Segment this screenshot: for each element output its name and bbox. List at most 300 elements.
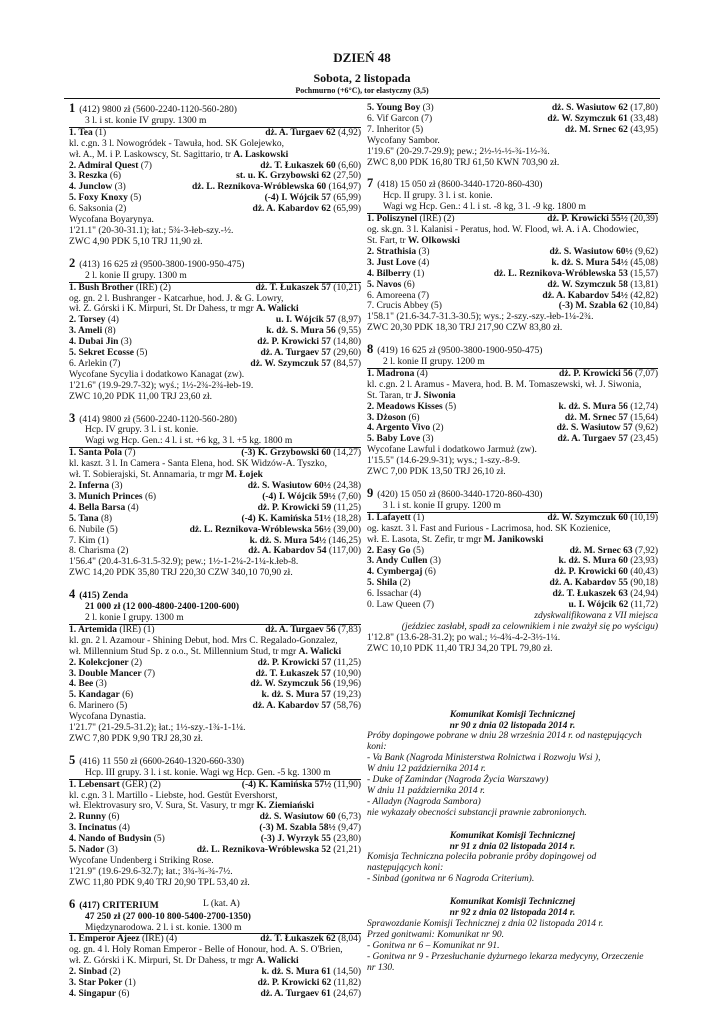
- horse-name: 2. Sinbad: [69, 967, 108, 978]
- odds: (39,00): [330, 524, 361, 535]
- odds: (43,95): [627, 124, 658, 135]
- race-footer: 1'56.4" (20.4-31.6-31.5-32.9); pew.; 1½-1-2¼-2-1¼-k.łeb-8.: [69, 557, 299, 568]
- horse-row: [367, 291, 658, 302]
- horse-entry: [367, 269, 424, 280]
- horse-entry: [367, 434, 434, 445]
- winner-row: [367, 513, 658, 524]
- jockey-name: dż. A. Kabardov 54: [248, 546, 327, 557]
- jockey-entry: [259, 823, 361, 834]
- jockey-name: u. I. Wójcik 62: [568, 600, 629, 611]
- horse-row: [367, 589, 658, 600]
- horse-name: 5. Baby Love: [367, 434, 421, 445]
- jockey-name: dż. L. Reznikova-Wróblewska 53: [493, 268, 628, 279]
- horse-name: 3. Ameli: [69, 326, 103, 337]
- horse-row: [367, 413, 658, 424]
- race-footer: 1'21.1" (20-30-31.1); łat.; 5¾-3-łeb-szy.-½.: [69, 225, 234, 236]
- horse-name: 4. Singapur: [69, 988, 116, 999]
- horse-draw: (7): [418, 113, 433, 124]
- horse-name: 4. Bella Barsa: [69, 502, 126, 513]
- horse-draw: (5): [104, 524, 118, 535]
- jockey-name: st. u. K. Grzybowski 62: [236, 171, 331, 182]
- horse-entry: [367, 413, 420, 424]
- race-footer: 1'21.6" (19.9-29.7-32); wyś.; 1½-2¾-2¾-łeb-19.: [69, 380, 254, 391]
- odds: (11,82): [331, 978, 361, 989]
- horse-draw: (4): [407, 589, 422, 600]
- horse-draw: (2): [112, 204, 127, 215]
- horse-draw: (4): [105, 315, 119, 326]
- jockey-entry: [557, 434, 658, 445]
- horse-draw: (6): [142, 491, 157, 502]
- horse-row: [367, 247, 658, 258]
- race-footer: Wycofane Undenberg i Striking Rose.: [69, 856, 214, 866]
- trainer-name: A. Walicki: [256, 956, 299, 967]
- horse-draw: (6): [401, 279, 415, 290]
- horse-name: 1. Poliszynel: [367, 214, 418, 225]
- horse-row: [69, 182, 361, 193]
- winner-row: [367, 369, 658, 380]
- horse-row: [69, 348, 361, 359]
- horse-entry: [367, 214, 455, 225]
- race-footer: ZWC 10,20 PDK 11,00 TRJ 23,60 zł.: [69, 391, 213, 402]
- horse-entry: [69, 780, 161, 791]
- jockey-entry: [559, 402, 659, 413]
- horse-entry: [69, 448, 136, 459]
- jockey-name: dż. W. Szymczuk 58: [547, 279, 628, 290]
- trainer-name: J. Siwonia: [413, 390, 456, 401]
- horse-row: [69, 193, 361, 204]
- odds: (7,07): [632, 368, 658, 379]
- horse-row: [69, 967, 361, 978]
- jockey-entry: [276, 315, 361, 326]
- jockey-name: dż. A. Turgaev 57: [260, 348, 331, 359]
- jockey-name: (-3) K. Grzybowski 60: [241, 448, 331, 459]
- horse-name: 1. Tea: [69, 127, 93, 138]
- odds: (23,80): [330, 834, 361, 845]
- winner-row: [367, 214, 658, 225]
- horse-draw: (2): [430, 423, 444, 434]
- horse-row: [367, 301, 658, 312]
- odds: (10,21): [330, 282, 361, 293]
- odds: (23,93): [627, 556, 658, 567]
- day-title: DZIEŃ 48: [333, 50, 391, 65]
- horse-name: 8. Charisma: [69, 546, 115, 557]
- horse-draw: (2): [397, 578, 411, 589]
- horse-entry: [367, 567, 436, 578]
- horse-name: 6. Issachar: [367, 589, 408, 600]
- horse-draw: (3): [104, 845, 118, 856]
- race-prize: (412) 9800 zł (5600-2240-1120-560-280): [79, 105, 237, 115]
- race-block: [69, 103, 361, 248]
- odds: (11,72): [628, 600, 658, 611]
- jockey-entry: [190, 525, 361, 536]
- notice-title: Komunikat Komisji Technicznej: [449, 709, 576, 720]
- horse-entry: [69, 283, 171, 294]
- horse-draw: (6): [107, 171, 121, 182]
- horse-entry: [367, 546, 424, 557]
- horse-entry: [69, 967, 120, 978]
- horse-entry: [69, 503, 139, 514]
- breeding-info: St. Taran, tr J. Siwonia: [367, 390, 456, 401]
- odds: (29,60): [330, 348, 361, 359]
- horse-entry: [367, 103, 434, 114]
- jockey-name: dż. A. Kabardov 57: [252, 701, 331, 712]
- jockey-name: dż. L. Reznikova-Wróblewska 60: [192, 182, 327, 193]
- horse-row: [367, 556, 658, 567]
- horse-entry: [367, 600, 434, 611]
- odds: (40,43): [627, 567, 658, 578]
- jockey-name: dż. T. Łukaszek 62: [260, 934, 336, 945]
- horse-entry: [69, 315, 119, 326]
- jockey-entry: [559, 369, 658, 380]
- horse-row: [69, 525, 361, 536]
- horse-draw: (6): [422, 567, 436, 578]
- race-header: [69, 103, 361, 116]
- race-footer: 1'21.7" (21-29.5-31.2); łat.; 1½-szy.-1¾-1-1¼.: [69, 723, 246, 734]
- horse-row: [367, 423, 658, 434]
- horse-name: 4. Junclow: [69, 182, 113, 193]
- jockey-entry: [265, 625, 361, 636]
- jockey-name: dż. L. Reznikova-Wróblewska 56½: [189, 524, 331, 535]
- jockey-entry: [248, 481, 361, 492]
- race-number: 7: [367, 176, 374, 191]
- horse-draw: (GER) (2): [119, 779, 161, 790]
- notice-line: - Alladyn (Nagroda Sambora): [367, 796, 481, 807]
- odds: (11,90): [331, 779, 361, 790]
- horse-row: [69, 823, 361, 834]
- horse-row: [69, 359, 361, 370]
- jockey-name: (-4) K. Kamińska 51½: [241, 513, 331, 524]
- commission-notices: [367, 710, 658, 974]
- jockey-name: (-4) K. Kamińska 57½: [241, 779, 332, 790]
- horse-entry: [69, 690, 133, 701]
- odds: (13,81): [627, 279, 658, 290]
- horse-name: 4. Bilberry: [367, 268, 411, 279]
- horse-draw: (4): [415, 257, 430, 268]
- horse-row: [69, 514, 361, 525]
- horse-entry: [367, 578, 411, 589]
- race-prize: (420) 15 050 zł (8600-3440-1720-860-430): [377, 490, 543, 500]
- jockey-name: dż. M. Srnec 63: [569, 545, 633, 556]
- race-block: [69, 896, 361, 1000]
- horse-name: 2. Torsey: [69, 315, 106, 326]
- horse-row: [69, 669, 361, 680]
- jockey-name: dż. W. Szymczuk 56: [250, 679, 331, 690]
- race-number: 4: [69, 587, 76, 602]
- horse-row: [69, 503, 361, 514]
- commission-notice: [367, 897, 658, 973]
- horse-name: 5. Kandagar: [69, 690, 120, 701]
- right-column: [367, 103, 658, 974]
- horse-name: 2. Kolekcjoner: [69, 657, 129, 668]
- horse-row: [69, 679, 361, 690]
- horse-name: 2. Easy Go: [367, 545, 411, 556]
- odds: (24,94): [627, 589, 658, 600]
- horse-draw: (8): [98, 513, 113, 524]
- horse-draw: (5): [127, 193, 142, 204]
- jockey-name: dż. A. Kabardov 55: [549, 578, 628, 589]
- odds: (117,00): [326, 546, 361, 557]
- horse-entry: [367, 125, 423, 136]
- race-conditions: 21 000 zł (12 000-4800-2400-1200-600): [85, 602, 240, 613]
- jockey-entry: [260, 161, 361, 172]
- horse-draw: (1): [122, 978, 136, 989]
- horse-entry: [69, 182, 126, 193]
- horse-entry: [367, 301, 442, 312]
- trainer-name: M. Janikowski: [483, 534, 544, 545]
- horse-name: 3. Dżoson: [367, 412, 407, 423]
- race-prize: (417) CRITERIUM: [79, 900, 159, 911]
- horse-entry: [69, 193, 141, 204]
- jockey-name: dż. P. Krowicki 57: [257, 657, 332, 668]
- race-block: [69, 255, 361, 403]
- breeding-info: kl. kaszt. 3 l. In Camera - Santa Elena, hod. SK Widzów-A. Tyszko,: [69, 459, 327, 470]
- horse-entry: [367, 423, 444, 434]
- odds: (84,57): [330, 358, 361, 369]
- notice-line: Przed gonitwami: Komunikat nr 90.: [367, 929, 504, 940]
- race-footer: 1'12.8" (13.6-28-31.2); po wal.; ½-4¾-4-2-3½-1¼.: [367, 632, 561, 643]
- jockey-entry: [265, 128, 361, 139]
- horse-name: 5. Foxy Knoxy: [69, 193, 128, 204]
- jockey-entry: [549, 247, 658, 258]
- notice-line: - Gonitwa nr 6 – Komunikat nr 91.: [367, 940, 500, 951]
- jockey-name: k. dż. S. Mura 54½: [249, 535, 327, 546]
- horse-draw: (6): [406, 412, 420, 423]
- horse-draw: (5): [134, 348, 148, 359]
- jockey-entry: [257, 337, 361, 348]
- horse-row: [69, 337, 361, 348]
- race-footer: ZWC 14,20 PDK 35,80 TRJ 220,30 CZW 340,10 70,90 zł.: [69, 568, 293, 579]
- jockey-entry: [553, 589, 658, 600]
- jockey-entry: [565, 125, 658, 136]
- left-column: [69, 103, 361, 1000]
- jockey-entry: [554, 567, 658, 578]
- horse-row: [69, 989, 361, 1000]
- odds: (9,55): [335, 326, 361, 337]
- jockey-entry: [552, 103, 658, 114]
- horse-name: 2. Inferna: [69, 481, 110, 491]
- horse-entry: [69, 525, 118, 536]
- horse-name: 5. Nador: [69, 845, 105, 856]
- trainer-name: K. Ziemiański: [256, 801, 315, 812]
- jockey-name: dż. W. Szymczuk 61: [547, 113, 628, 124]
- race-conditions: Hcp. II grupy. 3 l. i st. konie.: [383, 191, 493, 202]
- jockey-entry: [559, 556, 659, 567]
- race-header: [69, 255, 361, 271]
- race-conditions: 47 250 zł (27 000-10 800-5400-2700-1350): [85, 911, 251, 922]
- notice-line: koni:: [367, 742, 387, 753]
- horse-draw: (2): [107, 967, 121, 978]
- horse-entry: [69, 823, 130, 834]
- horse-entry: [69, 348, 147, 359]
- race-block: [367, 178, 658, 334]
- jockey-name: dż. P. Krowicki 60: [554, 567, 628, 578]
- jockey-entry: [565, 413, 658, 424]
- odds: (19,96): [330, 679, 361, 690]
- race-footer: 1'58.1" (21.6-34.7-31.3-30.5); wys.; 2-szy.-szy.-łeb-1¼-2¾.: [367, 312, 594, 323]
- jockey-entry: [260, 812, 361, 823]
- horse-entry: [367, 513, 424, 524]
- jockey-name: k. dż. S. Mura 57: [261, 690, 331, 701]
- breeding-info: kl. c.gn. 3 l. Nowogródek - Tawuła, hod. SK Golejewko,: [69, 138, 284, 149]
- jockey-entry: [248, 546, 361, 557]
- race-header: [69, 896, 361, 912]
- horse-row: [69, 834, 361, 845]
- race-footer: Wycofana Boyarynya.: [69, 215, 154, 226]
- odds: (65,99): [330, 193, 361, 204]
- odds: (10,19): [627, 512, 658, 523]
- horse-draw: (4): [125, 502, 139, 513]
- horse-name: 1. Artemida: [69, 624, 118, 635]
- horse-row: [69, 658, 361, 669]
- race-footer: ZWC 10,10 PDK 11,40 TRJ 34,20 TPL 79,80 zł.: [367, 643, 553, 654]
- odds: (14,50): [330, 967, 361, 978]
- horse-entry: [69, 536, 109, 547]
- horse-name: 6. Arlekin: [69, 358, 107, 369]
- horse-name: 6. Saksonia: [69, 204, 113, 215]
- odds: (9,62): [632, 246, 658, 257]
- jockey-entry: [266, 326, 361, 337]
- breeding-info: wł. Elektrovasury sro, V. Sura, St. Vasury, tr mgr K. Ziemiański: [69, 801, 315, 812]
- horse-draw: (7): [107, 358, 121, 369]
- jockey-name: dż. A. Kabardov 62: [252, 204, 331, 215]
- horse-entry: [69, 326, 116, 337]
- race-conditions: 3 l. i st. konie II grupy. 1200 m: [367, 501, 658, 513]
- horse-row: [69, 812, 361, 823]
- race-prize: (416) 11 550 zł (6600-2640-1320-660-330): [79, 756, 245, 767]
- horse-entry: [367, 258, 429, 269]
- winner-row: [69, 934, 361, 945]
- race-header: [367, 178, 658, 191]
- jockey-name: dż. T. Łukaszek 57: [255, 668, 331, 679]
- breeding-info: wł. Z. Górski i K. Mirpuri, St. Dr Dahess, tr mgr A. Walicki: [69, 304, 299, 315]
- horse-name: 7. Inheritor: [367, 124, 410, 135]
- horse-name: 5. Shila: [367, 578, 398, 589]
- odds: (11,25): [331, 657, 361, 668]
- race-number: 6: [69, 896, 76, 911]
- odds: (27,50): [330, 171, 361, 182]
- jockey-name: dż. P. Krowicki 56: [559, 368, 633, 379]
- odds: (42,82): [627, 290, 658, 301]
- jockey-name: dż. P. Krowicki 62: [257, 978, 332, 989]
- horse-row: [367, 600, 658, 611]
- odds: (10,90): [330, 668, 361, 679]
- horse-entry: [69, 812, 119, 823]
- race-footer: Wycofane Lawful i dodatkowo Jarmuż (zw).: [367, 445, 537, 456]
- odds: (8,04): [335, 934, 361, 945]
- odds: (20,39): [627, 214, 658, 225]
- winner-row: [69, 448, 361, 459]
- horse-name: 5. Navos: [367, 279, 402, 290]
- trainer-name: A. Walicki: [298, 646, 342, 657]
- horse-entry: [69, 989, 129, 1000]
- race-note: zdyskwalifikowana z VII miejsca: [534, 610, 658, 621]
- horse-entry: [69, 669, 155, 680]
- horse-name: 4. Bee: [69, 679, 94, 690]
- horse-draw: (7): [415, 290, 429, 301]
- horse-name: 3. Andy Cullen: [367, 556, 428, 567]
- notice-line: W dniu 11 października 2014 r.: [367, 785, 486, 796]
- jockey-name: dż. S. Wasiutow 60½: [549, 246, 633, 257]
- horse-name: 1. Lafayett: [367, 512, 411, 523]
- weather-line: Pochmurno (+6°C), tor elastyczny (3,5): [295, 86, 429, 95]
- horse-draw: (5): [442, 401, 457, 412]
- jockey-entry: [262, 967, 362, 978]
- horse-draw: (6): [105, 812, 120, 823]
- jockey-name: (-3) M. Szabla 58½: [259, 823, 336, 834]
- horse-row: [367, 402, 658, 413]
- race-prize: (419) 16 625 zł (9500-3800-1900-950-475): [377, 346, 543, 357]
- horse-draw: (4): [414, 368, 428, 379]
- horse-draw: (3): [427, 556, 441, 567]
- jockey-entry: [260, 934, 361, 945]
- notice-title: nr 92 z dnia 02 listopada 2014 r.: [449, 908, 576, 919]
- breeding-info: og. gn. 2 l. Bushranger - Katcarhue, hod. J. & G. Lowry,: [69, 293, 284, 304]
- jockey-entry: [547, 114, 658, 125]
- odds: (7,83): [335, 624, 361, 635]
- breeding-info: wł. Z. Górski i K. Mirpuri, St. Dr Dahess, tr mgr A. Walicki: [69, 956, 299, 967]
- odds: (17,80): [627, 103, 658, 113]
- horse-row: [367, 567, 658, 578]
- horse-entry: [69, 204, 126, 215]
- horse-name: 6. Marinero: [69, 701, 114, 712]
- horse-draw: (7): [141, 668, 156, 679]
- jockey-entry: [542, 291, 658, 302]
- jockey-entry: [241, 448, 361, 459]
- horse-name: 1. Bush Brother: [69, 282, 134, 293]
- jockey-entry: [258, 503, 361, 514]
- odds: (24,67): [330, 988, 361, 999]
- horse-entry: [367, 589, 421, 600]
- horse-name: 2. Meadows Kisses: [367, 401, 443, 412]
- jockey-entry: [551, 258, 658, 269]
- jockey-name: dż. A. Kabardov 54½: [542, 290, 628, 301]
- jockey-name: dż. M. Srnec 57: [564, 412, 628, 423]
- race-block: [69, 410, 361, 580]
- race-conditions: 3 l. i st. konie IV grupy. 1300 m: [69, 116, 361, 128]
- breeding-info: wł. E. Lasota, St. Zefir, tr mgr M. Janikowski: [367, 534, 544, 545]
- jockey-entry: [262, 492, 361, 503]
- trainer-name: A. Walicki: [256, 304, 299, 315]
- race-footer: Wycofany Sambor.: [367, 135, 440, 146]
- horse-name: 7. Kim: [69, 535, 96, 546]
- notice-title: Komunikat Komisji Technicznej: [449, 830, 576, 841]
- jockey-entry: [250, 679, 361, 690]
- jockey-name: (-3) M. Szabla 62: [558, 301, 628, 312]
- notice-line: W dniu 12 października 2014 r.: [367, 764, 486, 775]
- breeding-info: wł. Millennium Stud Sp. z o.o., St. Millennium Stud, tr mgr A. Walicki: [69, 646, 342, 657]
- horse-name: 2. Strathisia: [367, 246, 417, 257]
- jockey-name: dż. T. Łukaszek 63: [552, 589, 628, 600]
- breeding-info: kl. c.gn. 2 l. Aramus - Mavera, hod. B. M. Tomaszewski, wł. J. Siwonia,: [367, 379, 642, 390]
- horse-entry: [69, 514, 112, 525]
- winner-row: [69, 780, 361, 791]
- race-header: [367, 488, 658, 501]
- horse-draw: (1): [92, 127, 107, 138]
- notice-line: Próby dopingowe pobrane w dniu 28 września 2014 r. od następujących: [367, 731, 642, 742]
- odds: (23,45): [627, 434, 658, 445]
- horse-entry: [367, 369, 428, 380]
- race-header: [69, 410, 361, 426]
- horse-entry: [367, 114, 432, 125]
- race-conditions: Wagi wg Hcp. Gen.: 4 l. i st. +6 kg, 3 l. +5 kg. 1800 m: [69, 436, 361, 448]
- jockey-entry: [256, 669, 361, 680]
- jockey-name: (-3) J. Wyrzyk 55: [260, 834, 331, 845]
- horse-name: 6. Nubile: [69, 524, 105, 535]
- race-conditions: 2 l. konie II grupy. 1300 m: [69, 271, 361, 283]
- race-conditions: 2 l. konie I grupy. 1300 m: [69, 613, 361, 625]
- jockey-entry: [262, 690, 362, 701]
- race-block: [367, 103, 658, 168]
